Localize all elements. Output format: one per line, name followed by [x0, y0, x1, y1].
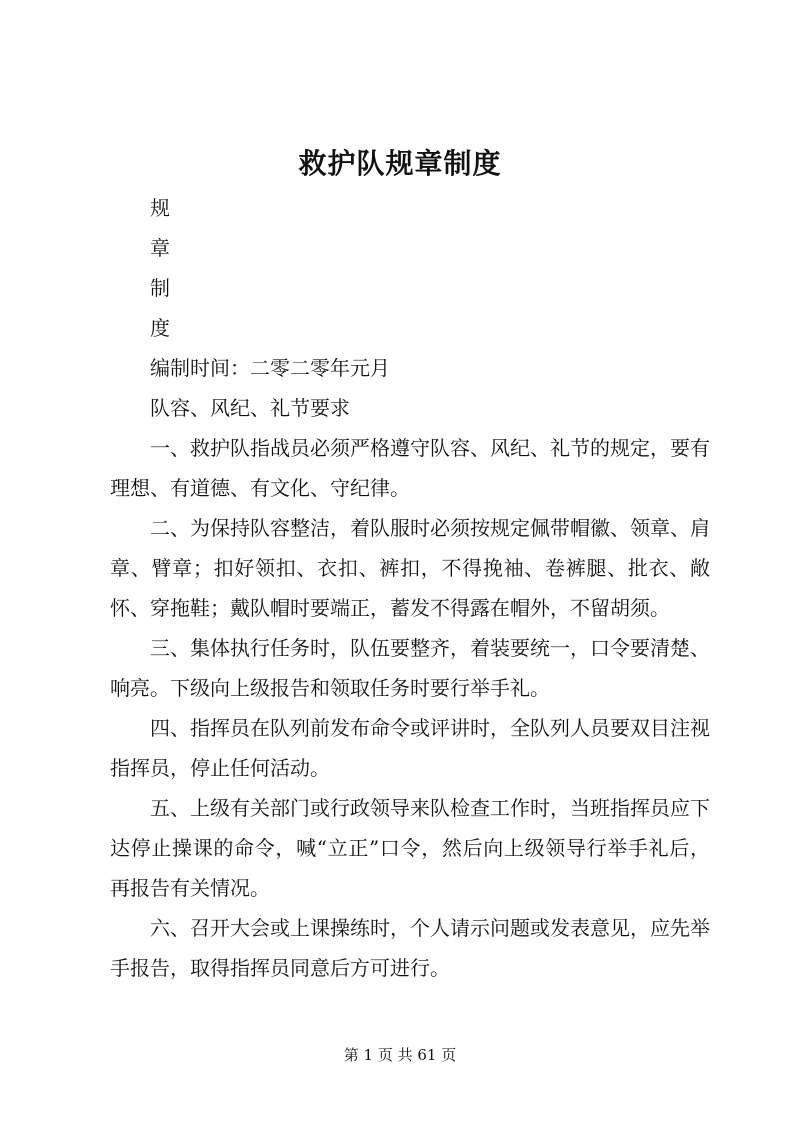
document-title: 救护队规章制度: [298, 147, 502, 180]
paragraph: 四、指挥员在队列前发布命令或评讲时，全队列人员要双目注视指挥员，停止任何活动。: [110, 716, 710, 780]
page-footer: 第 1 页 共 61 页: [343, 1046, 457, 1064]
paragraph: 五、上级有关部门或行政领导来队检查工作时，当班指挥员应下达停止操课的命令，喊“立正”口令，然后向上级领导行举手礼后，再报告有关情况。: [110, 796, 710, 900]
paragraph: 二、为保持队容整洁，着队服时必须按规定佩带帽徽、领章、肩章、臂章；扣好领扣、衣扣、裤扣，不得挽袖、卷裤腿、批衣、敞怀、穿拖鞋；戴队帽时要端正，蓄发不得露在帽外，不留胡须。: [110, 516, 710, 620]
vertical-title-char: 章: [150, 236, 170, 260]
vertical-title-char: 制: [150, 276, 170, 300]
vertical-title-char: 规: [150, 196, 170, 220]
date-line: 编制时间：二零二零年元月: [150, 356, 390, 380]
document-body: [110, 188, 710, 988]
section-heading: 队容、风纪、礼节要求: [150, 396, 350, 420]
paragraph: 六、召开大会或上课操练时，个人请示问题或发表意见，应先举手报告，取得指挥员同意后方可进行。: [110, 916, 710, 980]
vertical-title-char: 度: [150, 316, 170, 340]
paragraph: 一、救护队指战员必须严格遵守队容、风纪、礼节的规定，要有理想、有道德、有文化、守纪律。: [110, 436, 710, 500]
paragraph: 三、集体执行任务时，队伍要整齐，着装要统一，口令要清楚、响亮。下级向上级报告和领取任务时要行举手礼。: [110, 636, 710, 700]
